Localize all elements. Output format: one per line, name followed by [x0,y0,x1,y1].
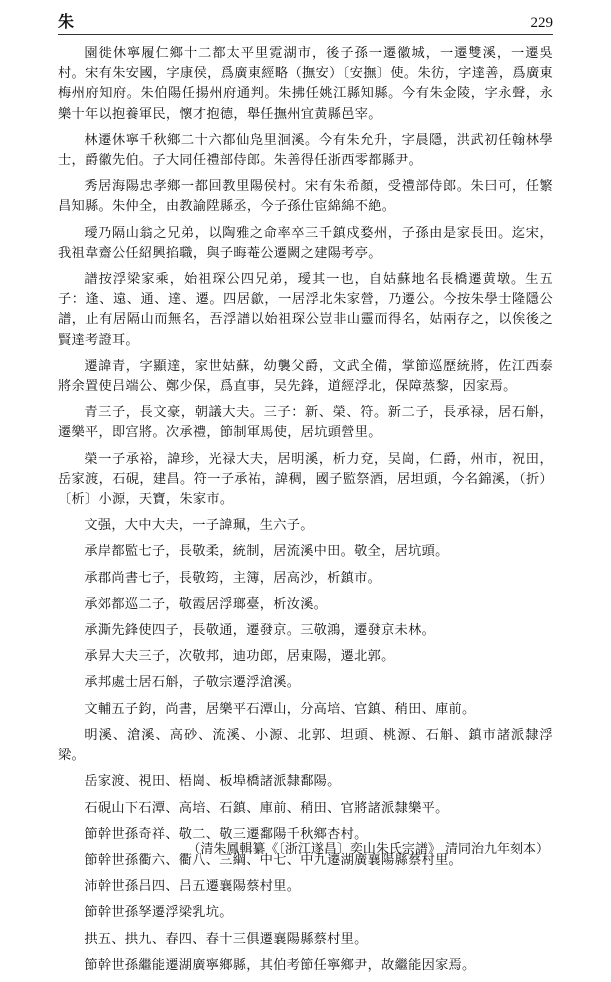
paragraph: 節幹世孫奇祥、敬二、敬三遷鄱陽千秋鄉杏村。 [84,826,368,842]
paragraph: 岳家渡、視田、梧崗、板埠橋諸派隸鄱陽。 [84,774,341,790]
paragraph: 譜按浮梁家乘，始祖琛公四兄弟，璦其一也，自姑蘇地名長橋遷黄墩。生五子：逢、遠、通、達、遷。四居歙，一居浮北朱家營，乃遷公。今按朱學士隆隱公譜，止有居隔山而無名，吾浮譜以始祖琛公豈非山靈而得名，姑兩存之，以俟後之賢達考證耳。 [58,272,553,348]
paragraph: 節幹世孫繼能遷湖廣寧鄉縣，其伯考節任寧鄉尹，故繼能因家焉。 [84,957,476,973]
paragraph: 園徙休寧履仁鄉十二都太平里霓湖市，後子孫一遷徽城，一遷雙溪，一遷吳村。宋有朱安國，字康侯，爲廣東經略（撫安）〔安撫〕使。朱彷，字達善，爲廣東梅州府知府。朱伯陽任揚州府通判。朱拂任姚江縣知縣。今有朱金陵，字永聲，永樂十年以抱養軍民，懷才抱德，舉任撫州宜黄縣邑宰。 [58,46,553,122]
paragraph: 承郊都巡二子，敬霞居浮瑯臺，析汝溪。 [84,596,328,612]
paragraph: 遷諱青，字顯達，家世姑蘇，幼襲父爵，文武全備，掌節巡歷統將，佐江西泰將余置使吕端公、鄭少保，爲直事，吴先鋒，道經浮北，保障蒸黎，因家焉。 [58,358,553,395]
paragraph: 承郡尚書七子，長敬筠，主簿，居高沙，析鎮市。 [84,570,382,586]
paragraph: 沛幹世孫吕四、吕五遷襄陽蔡村里。 [84,879,301,895]
paragraph: 青三子，長文豪，朝議大夫。三子：新、榮、符。新二子，長承禄，居石斛，遷樂平，即宫將。次承禮，節制軍馬使，居坑頭營里。 [58,405,553,441]
page-header [58,10,553,32]
source-citation: （清朱鳳輯纂《〔浙江遂昌〕奕山朱氏宗譜》 清同治九年刻本） [187,842,549,857]
paragraph: 榮一子承裕，諱珍，光禄大夫，居明溪，析力兗，吴崗，仁爵，州市，祝田，岳家渡，石硯，建昌。符一子承祐，諱稠，國子監祭酒，居坦頭，今名錦溪，（折）〔析〕小源，天寶，朱家市。 [58,451,553,508]
page-number: 229 [530,15,553,31]
paragraph: 承岸都監七子，長敬柔，統制，居流溪中田。敬全，居坑頭。 [84,544,449,560]
paragraph: 拱五、拱九、春四、春十三俱遷襄陽縣蔡村里。 [84,931,368,947]
paragraph: 節幹世孫衢六、衢八、三綱、中七、中九遷湖廣襄陽縣蔡村里。 [84,852,463,868]
running-title: 朱 [58,12,75,31]
paragraph: 璦乃隔山翁之兄弟，以陶雅之命率卒三千鎮戍婺州，子孫由是家長田。迄宋，我祖韋齋公任紹興掐職，與子晦菴公遷闕之建陽考亭。 [58,225,553,261]
paragraph: 明溪、滄溪、高砂、流溪、小源、北郭、坦頭、桃源、石斛、鎮市諸派隸浮梁。 [58,727,553,764]
paragraph: 承昇大夫三子，次敬邦，迪功郎，居東陽，遷北郭。 [84,649,395,665]
paragraph: 秀居海陽忠孝鄉一都回教里陽侯村。宋有朱希顏，受禮部侍郎。朱曰可，任繁昌知縣。朱仲全，由教諭陞縣丞，今子孫仕宦綿綿不絶。 [58,179,553,215]
paragraph: 石硯山下石潭、高培、石鎮、庫前、稍田、官將諸派隸樂平。 [84,800,449,816]
paragraph: 承邦處士居石斛，子敬宗遷浮滄溪。 [84,675,301,691]
paragraph: 林遷休寧千秋鄉二十六都仙凫里洄溪。今有朱允升，字晨隱，洪武初任翰林學士，爵徽先伯。子大同任禮部侍郎。朱善得任浙西零都縣尹。 [58,132,553,169]
paragraph: 承澌先鋒使四子，長敬通，遷發京。三敬鴻，遷發京未林。 [84,623,436,639]
paragraph: 節幹世孫孥遷浮梁乳坑。 [84,905,233,921]
header-rule [58,34,553,35]
paragraph: 文强，大中大夫，一子諱珮，生六子。 [84,518,314,534]
paragraph: 文輔五子鈞，尚書，居樂平石潭山，分高培、官鎮、稍田、庫前。 [84,701,476,717]
